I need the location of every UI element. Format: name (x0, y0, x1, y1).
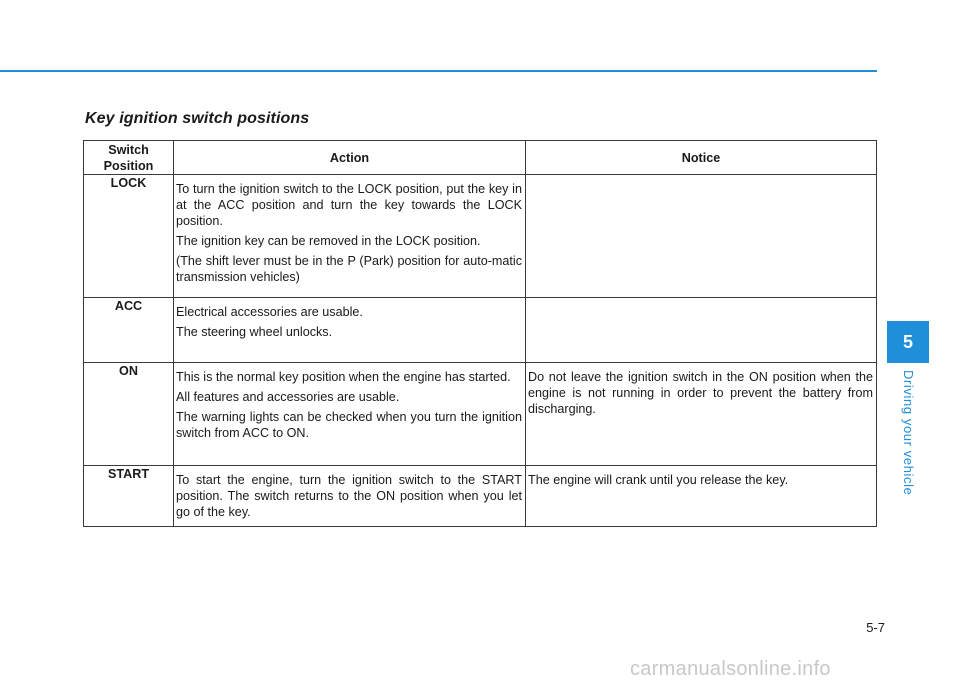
action-cell (174, 363, 526, 466)
action-text: To start the engine, turn the ignition switch to the START position. The switch returns to the ON position when you let go of the key. (176, 473, 522, 519)
action-cell (174, 175, 526, 298)
header-position-label: Position (103, 158, 154, 173)
table-row-on (84, 363, 877, 466)
action-text: (The shift lever must be in the P (Park) position for auto-matic transmission vehicles) (176, 254, 522, 284)
table-row-lock (84, 175, 877, 298)
notice-cell (526, 466, 877, 527)
action-text: The steering wheel unlocks. (176, 325, 333, 339)
notice-cell (526, 175, 877, 298)
action-cell (174, 298, 526, 363)
action-cell (174, 466, 526, 527)
position-cell: ON (84, 363, 174, 466)
header-notice: Notice (526, 141, 877, 175)
action-text: This is the normal key position when the engine has started. (176, 370, 511, 384)
action-text: The ignition key can be removed in the LOCK position. (176, 234, 481, 248)
position-cell: ACC (84, 298, 174, 363)
header-action: Action (174, 141, 526, 175)
watermark: carmanualsonline.info (630, 658, 831, 680)
action-text: To turn the ignition switch to the LOCK position, put the key in at the ACC position and turn the key towards the LOCK position. (176, 182, 522, 228)
notice-cell (526, 298, 877, 363)
table-row-start (84, 466, 877, 527)
table-header-row (84, 141, 877, 175)
header-switch-position (84, 141, 174, 175)
action-text: All features and accessories are usable. (176, 390, 400, 404)
notice-text: The engine will crank until you release the key. (528, 473, 789, 487)
action-text: Electrical accessories are usable. (176, 305, 363, 319)
header-rule (0, 70, 877, 72)
position-cell: LOCK (84, 175, 174, 298)
ignition-positions-table (83, 140, 877, 527)
chapter-tab: 5 (887, 321, 929, 363)
section-title: Key ignition switch positions (85, 110, 310, 127)
notice-text: Do not leave the ignition switch in the ON position when the engine is not running in order to prevent the battery from discharging. (528, 370, 873, 416)
header-switch-label: Switch (108, 142, 149, 157)
position-cell: START (84, 466, 174, 527)
table-row-acc (84, 298, 877, 363)
chapter-label: Driving your vehicle (901, 370, 916, 496)
page-number: 5-7 (866, 620, 885, 635)
notice-cell (526, 363, 877, 466)
action-text: The warning lights can be checked when you turn the ignition switch from ACC to ON. (176, 410, 522, 440)
